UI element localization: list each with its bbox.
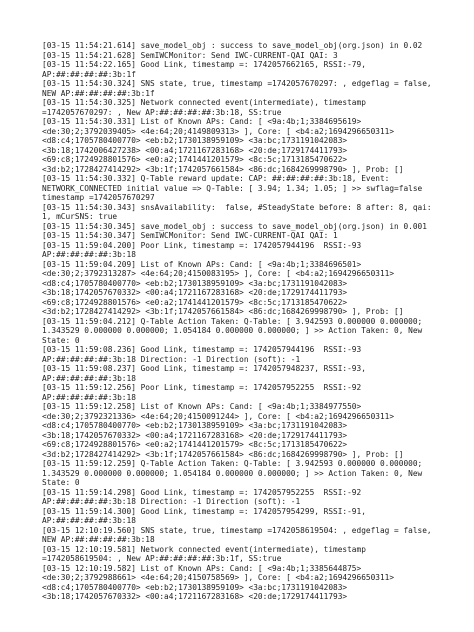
log-line: NEW AP:##:##:##:##:3b:18	[42, 535, 155, 544]
log-line: timestamp =1742057670297	[42, 193, 155, 202]
log-line: NETWORK_CONNECTED initial value => Q-Table: [ 3.94; 1.34; 1.05; ] >> swflag=false	[42, 183, 423, 193]
log-line: [03-15 11:54:22.165] Good Link, timestamp =: 1742057662165, RSSI:-79,	[42, 60, 366, 69]
log-line: <de:30;2;3792988661> <4e:64;20;4150758569> ], Core: [ <b4:a2;1694296650311>	[42, 573, 395, 582]
log-line: <69:c8;1724928801576> <e0:a2;1741441201579> <8c:5c;1713185470622>	[42, 155, 348, 164]
log-line: [03-15 11:59:12.259] Q-Table Action Taken: Q-Table: [ 3.942593 0.000000 0.000000;	[42, 459, 423, 468]
log-line: [03-15 11:59:14.298] Good Link, timestamp =: 1742057952255 RSSI:-92	[42, 487, 362, 497]
log-line: AP:##:##:##:##:3b:18 Direction: -1 Direction (soft): -1	[42, 497, 301, 506]
log-line: [03-15 11:59:04.200] Poor Link, timestamp =: 1742057944196 RSSI:-93	[42, 240, 362, 250]
log-line: =1742058619504: , New AP:##:##:##:##:3b:1f, SS:true	[42, 554, 282, 563]
log-line: <3b:18;1742006427238> <00:a4;1721167283168> <20:de;1729174411793>	[42, 145, 348, 155]
log-line: =1742057670297: , New AP:##:##:##:##:3b:18, SS:true	[42, 107, 282, 117]
log-line: <3d:b2;1728427414292> <3b:1f;1742057661584> <86:dc;1684269998790> ], Prob: []	[42, 449, 404, 459]
log-line: State: 0	[42, 478, 80, 487]
log-line: <d8:c4;1705780400770> <eb:b2;1730138959109> <3a:bc;1731191042083>	[42, 136, 348, 145]
log-line: [03-15 11:59:12.256] Poor Link, timestamp =: 1742057952255 RSSI:-92	[42, 383, 362, 392]
log-line: <69:c8;1724928801576> <e0:a2;1741441201579> <8c:5c;1713185470622>	[42, 440, 348, 449]
log-line: [03-15 11:54:30.343] snsAvailability: false, #SteadyState before: 8 after: 8, qai:	[42, 202, 432, 212]
log-line: [03-15 11:59:08.236] Good Link, timestamp =: 1742057944196 RSSI:-93	[42, 345, 362, 354]
log-line: <d8:c4;1705780400770> <eb:b2;1730138959109> <3a:bc;1731191042083>	[42, 582, 348, 592]
log-line: [03-15 11:54:30.324] SNS state, true, timestamp =1742057670297: , edgeflag = false,	[42, 79, 432, 88]
log-line: NEW AP:##:##:##:##:3b:1f	[42, 88, 155, 98]
log-line: [03-15 11:54:30.347] SemIWCMonitor: Send IWC-CURRENT-QAI QAI: 1	[42, 231, 338, 240]
log-line: <3d:b2;1728427414292> <3b:1f;1742057661584> <86:dc;1684269998790> ], Prob: []	[42, 307, 404, 316]
log-line: [03-15 11:54:30.332] Q-Table reward update: CAP: ##:##:##:##:3b:18, Event:	[42, 174, 390, 183]
log-line: AP:##:##:##:##:3b:18	[42, 250, 136, 259]
log-line: [03-15 12:10:19.560] SNS state, true, timestamp =1742058619504: , edgeflag = false,	[42, 525, 432, 535]
log-line: 1.343529 0.000000 0.000000; 1.054184 0.000000 0.000000; ] >> Action Taken: 0, New	[42, 326, 423, 335]
log-line: [03-15 12:10:19.581] Network connected event(intermediate), timestamp	[42, 544, 366, 554]
log-line: AP:##:##:##:##:3b:18	[42, 392, 136, 402]
log-line: [03-15 11:54:21.628] SemIWCMonitor: Send IWC-CURRENT-QAI QAI: 3	[42, 50, 338, 60]
log-line: <de:30;2;3792313287> <4e:64;20;4150083195> ], Core: [ <b4:a2;1694296650311>	[42, 269, 395, 278]
log-line: AP:##:##:##:##:3b:1f	[42, 69, 136, 79]
log-output	[42, 41, 464, 602]
log-line: [03-15 11:54:21.614] save_model_obj : success to save_model_obj(org.json) in 0.02	[42, 41, 423, 50]
log-line: [03-15 11:59:08.237] Good Link, timestamp =: 1742057948237, RSSI:-93,	[42, 364, 366, 373]
log-line: <69:c8;1724928801576> <e0:a2;1741441201579> <8c:5c;1713185470622>	[42, 297, 348, 307]
log-line: [03-15 11:59:12.258] List of Known APs: Cand: [ <9a:4b;1;3384977550>	[42, 402, 362, 411]
log-line: AP:##:##:##:##:3b:18 Direction: -1 Direction (soft): -1	[42, 354, 301, 364]
log-line: <3b:18;1742057670332> <00:a4;1721167283168> <20:de;1729174411793>	[42, 592, 348, 601]
log-line: <d8:c4;1705780400770> <eb:b2;1730138959109> <3a:bc;1731191042083>	[42, 421, 348, 430]
log-line: [03-15 12:10:19.582] List of Known APs: Cand: [ <9a:4b;1;3385644875>	[42, 563, 362, 573]
log-line: <3b:18;1742057670332> <00:a4;1721167283168> <20:de;1729174411793>	[42, 430, 348, 440]
log-line: <de:30;2;3792039405> <4e:64;20;4149809313> ], Core: [ <b4:a2;1694296650311>	[42, 126, 395, 136]
log-line: [03-15 11:59:04.209] List of Known APs: Cand: [ <9a:4b;1;3384696501>	[42, 259, 362, 269]
log-line: <d8:c4;1705780400770> <eb:b2;1730138959109> <3a:bc;1731191042083>	[42, 278, 348, 288]
log-line: [03-15 11:59:14.300] Good Link, timestamp =: 1742057954299, RSSI:-91,	[42, 506, 366, 516]
log-line: 1.343529 0.000000 0.000000; 1.054184 0.000000 0.000000; ] >> Action Taken: 0, New	[42, 468, 423, 478]
log-line: <3b:18;1742057670332> <00:a4;1721167283168> <20:de;1729174411793>	[42, 288, 348, 297]
log-line: State: 0	[42, 335, 80, 345]
log-line: [03-15 11:54:30.325] Network connected event(intermediate), timestamp	[42, 98, 366, 107]
log-line: 1, mCurSNS: true	[42, 212, 118, 221]
log-line: AP:##:##:##:##:3b:18	[42, 516, 136, 525]
log-line: <de:30;2;3792321336> <4e:64;20;4150091244> ], Core: [ <b4:a2;1694296650311>	[42, 411, 395, 421]
log-line: AP:##:##:##:##:3b:18	[42, 373, 136, 383]
log-line: [03-15 11:59:04.212] Q-Table Action Taken: Q-Table: [ 3.942593 0.000000 0.000000;	[42, 316, 423, 326]
log-line: [03-15 11:54:30.345] save_model_obj : success to save_model_obj(org.json) in 0.001	[42, 221, 427, 231]
log-line: <3d:b2;1728427414292> <3b:1f;1742057661584> <86:dc;1684269998790> ], Prob: []	[42, 164, 404, 174]
log-line: [03-15 11:54:30.331] List of Known APs: Cand: [ <9a:4b;1;3384695619>	[42, 117, 362, 126]
